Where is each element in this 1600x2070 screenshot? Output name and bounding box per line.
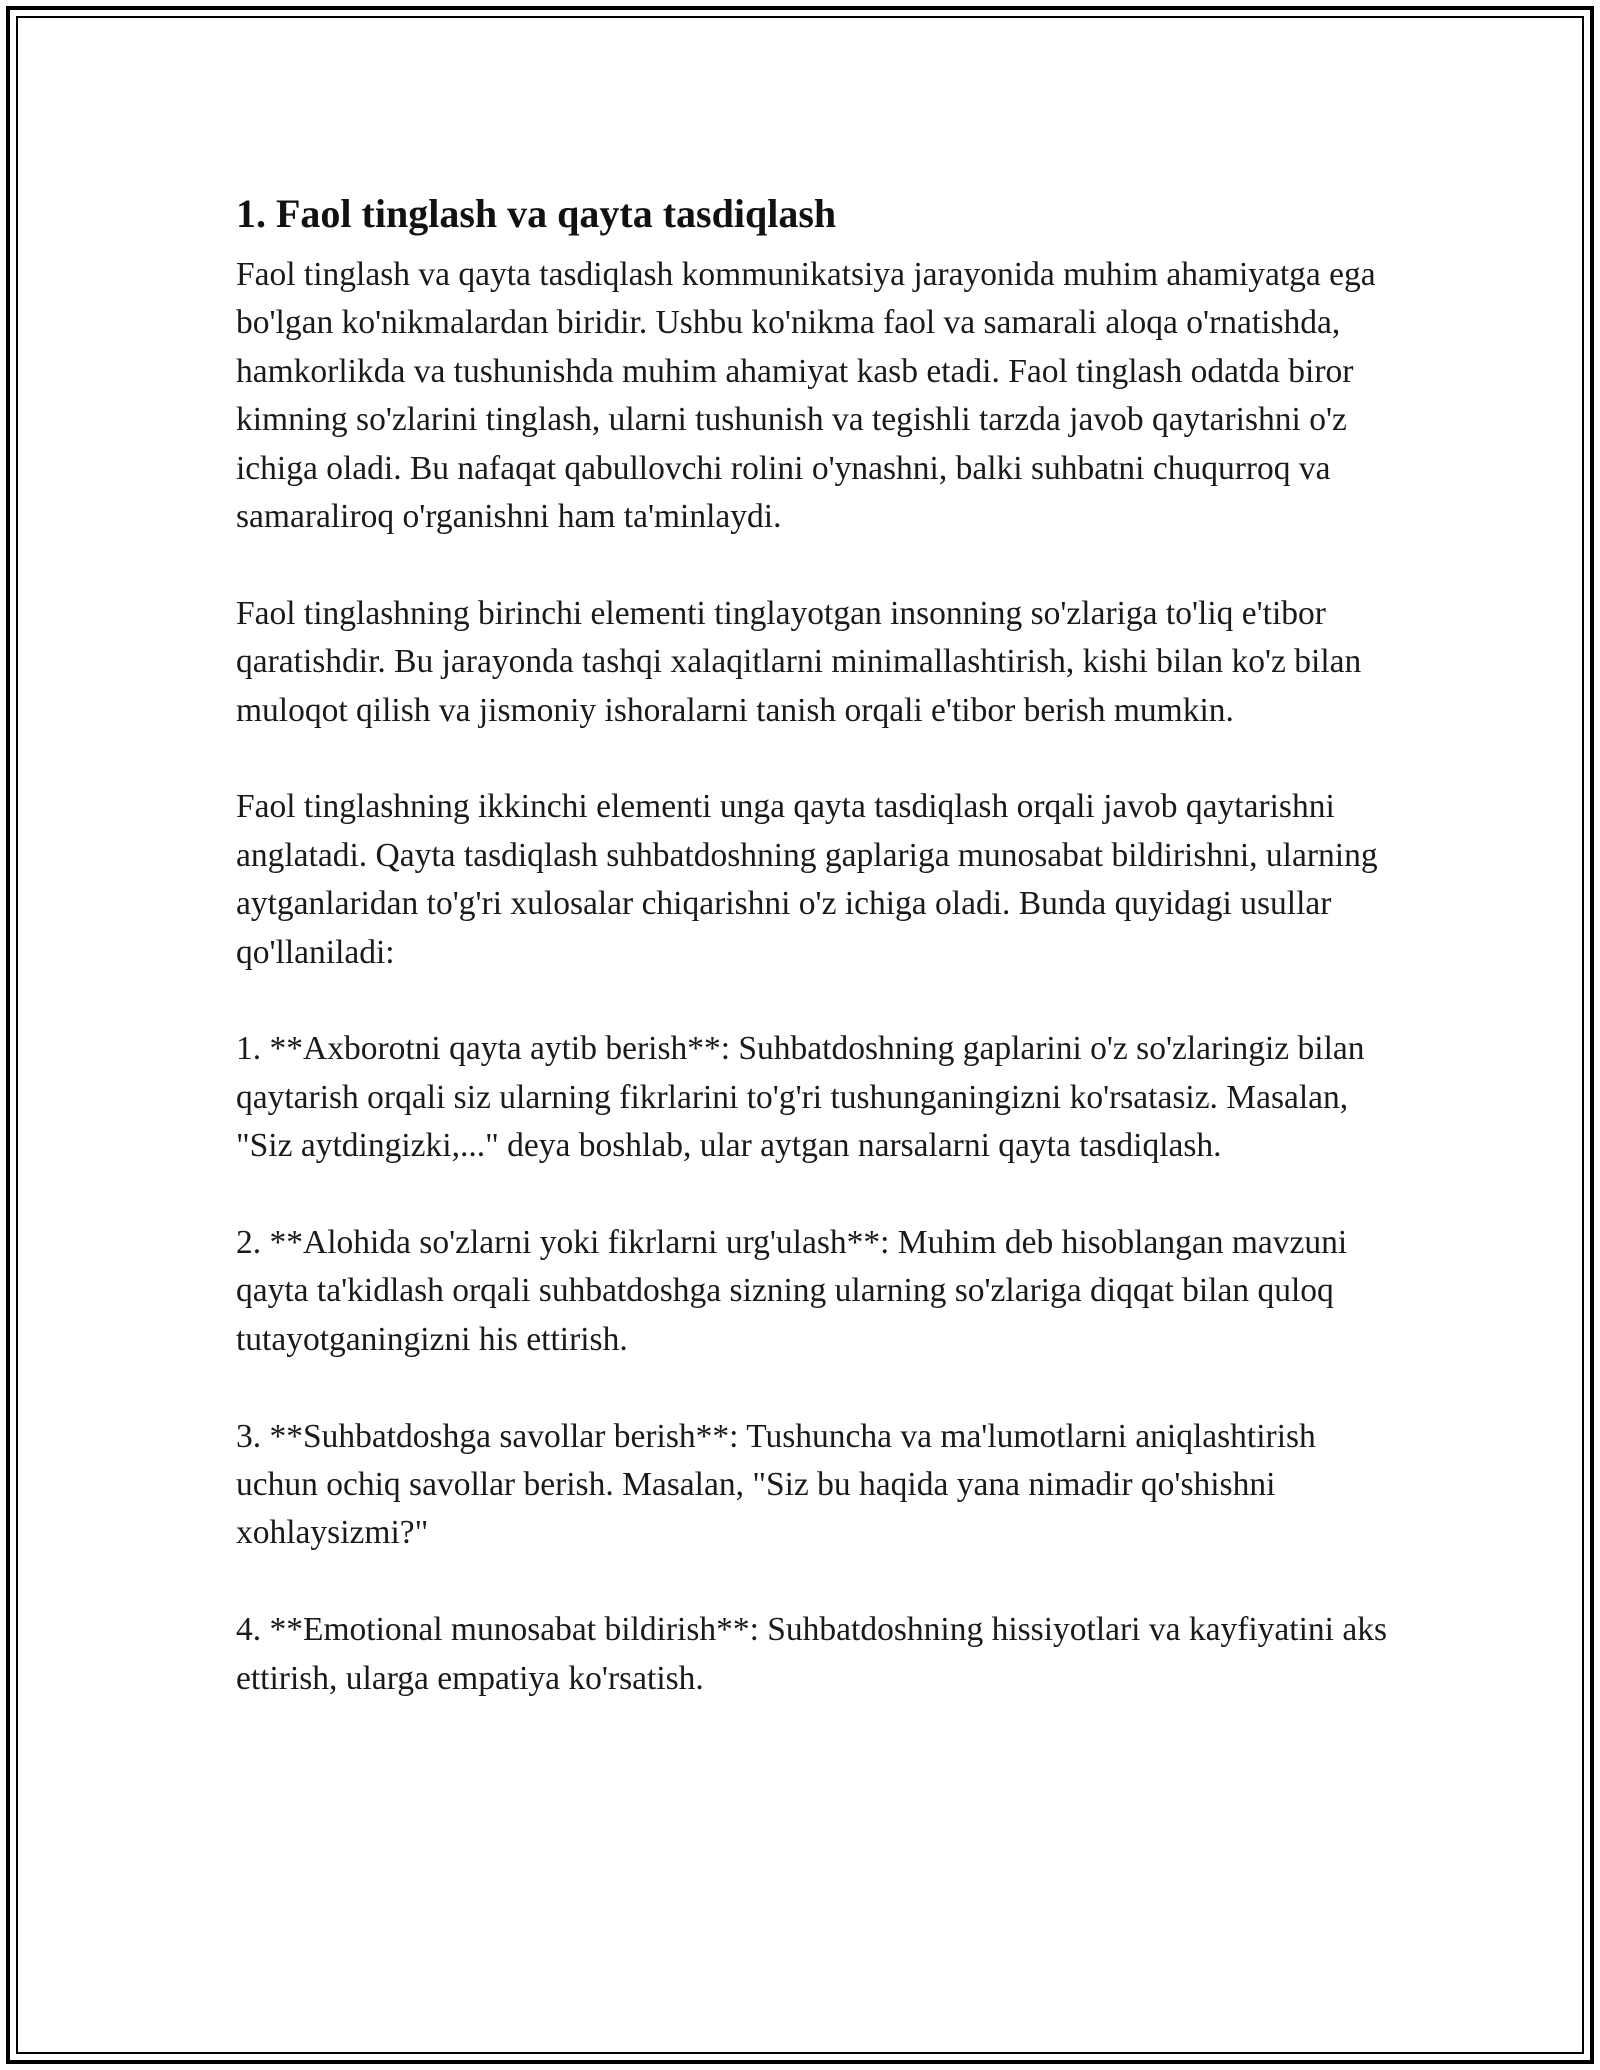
paragraph-second-element: Faol tinglashning ikkinchi elementi unga qayta tasdiqlash orqali javob qaytarishni anglatadi. Qayta tasdiqlash suhbatdoshning gaplariga munosabat bildirishni, ularning aytganlaridan to'g'ri xulosalar chiqarishni o'z ichiga oladi. Bunda quyidagi usullar qo'llaniladi: — [236, 788, 1378, 971]
list-item-emphasizing: 2. **Alohida so'zlarni yoki fikrlarni urg'ulash**: Muhim deb hisoblangan mavzuni qayta ta'kidlash orqali suhbatdoshga sizning ularning so'zlariga diqqat bilan quloq tutayotganingizni his ettirish. — [236, 1224, 1348, 1358]
document-body — [236, 185, 1396, 1751]
paragraph-intro: Faol tinglash va qayta tasdiqlash kommunikatsiya jarayonida muhim ahamiyatga ega bo'lgan ko'nikmalardan biridir. Ushbu ko'nikma faol va samarali aloqa o'rnatishda, hamkorlikda va tushunishda muhim ahamiyat kasb etadi. Faol tinglash odatda biror kimning so'zlarini tinglash, ularni tushunish va tegishli tarzda javob qaytarishni o'z ichiga oladi. Bu nafaqat qabullovchi rolini o'ynashni, balki suhbatni chuqurroq va samaraliroq o'rganishni ham ta'minlaydi. — [236, 256, 1376, 536]
list-item-emotional-response: 4. **Emotional munosabat bildirish**: Suhbatdoshning hissiyotlari va kayfiyatini aks ettirish, ularga empatiya ko'rsatish. — [236, 1611, 1387, 1697]
list-item-paraphrasing: 1. **Axborotni qayta aytib berish**: Suhbatdoshning gaplarini o'z so'zlaringiz bilan qaytarish orqali siz ularning fikrlarini to'g'ri tushunganingizni ko'rsatasiz. Masalan, "Siz aytdingizki,..." deya boshlab, ular aytgan narsalarni qayta tasdiqlash. — [236, 1030, 1365, 1165]
paragraph-first-element: Faol tinglashning birinchi elementi tinglayotgan insonning so'zlariga to'liq e'tibor qaratishdir. Bu jarayonda tashqi xalaqitlarni minimallashtirish, kishi bilan ko'z bilan muloqot qilish va jismoniy ishoralarni tanish orqali e'tibor berish mumkin. — [236, 594, 1362, 729]
section-title: 1. Faol tinglash va qayta tasdiqlash — [236, 191, 837, 236]
list-item-asking-questions: 3. **Suhbatdoshga savollar berish**: Tushuncha va ma'lumotlarni aniqlashtirish uchun ochiq savollar berish. Masalan, "Siz bu haqida yana nimadir qo'shishni xohlaysizmi?" — [236, 1417, 1316, 1552]
